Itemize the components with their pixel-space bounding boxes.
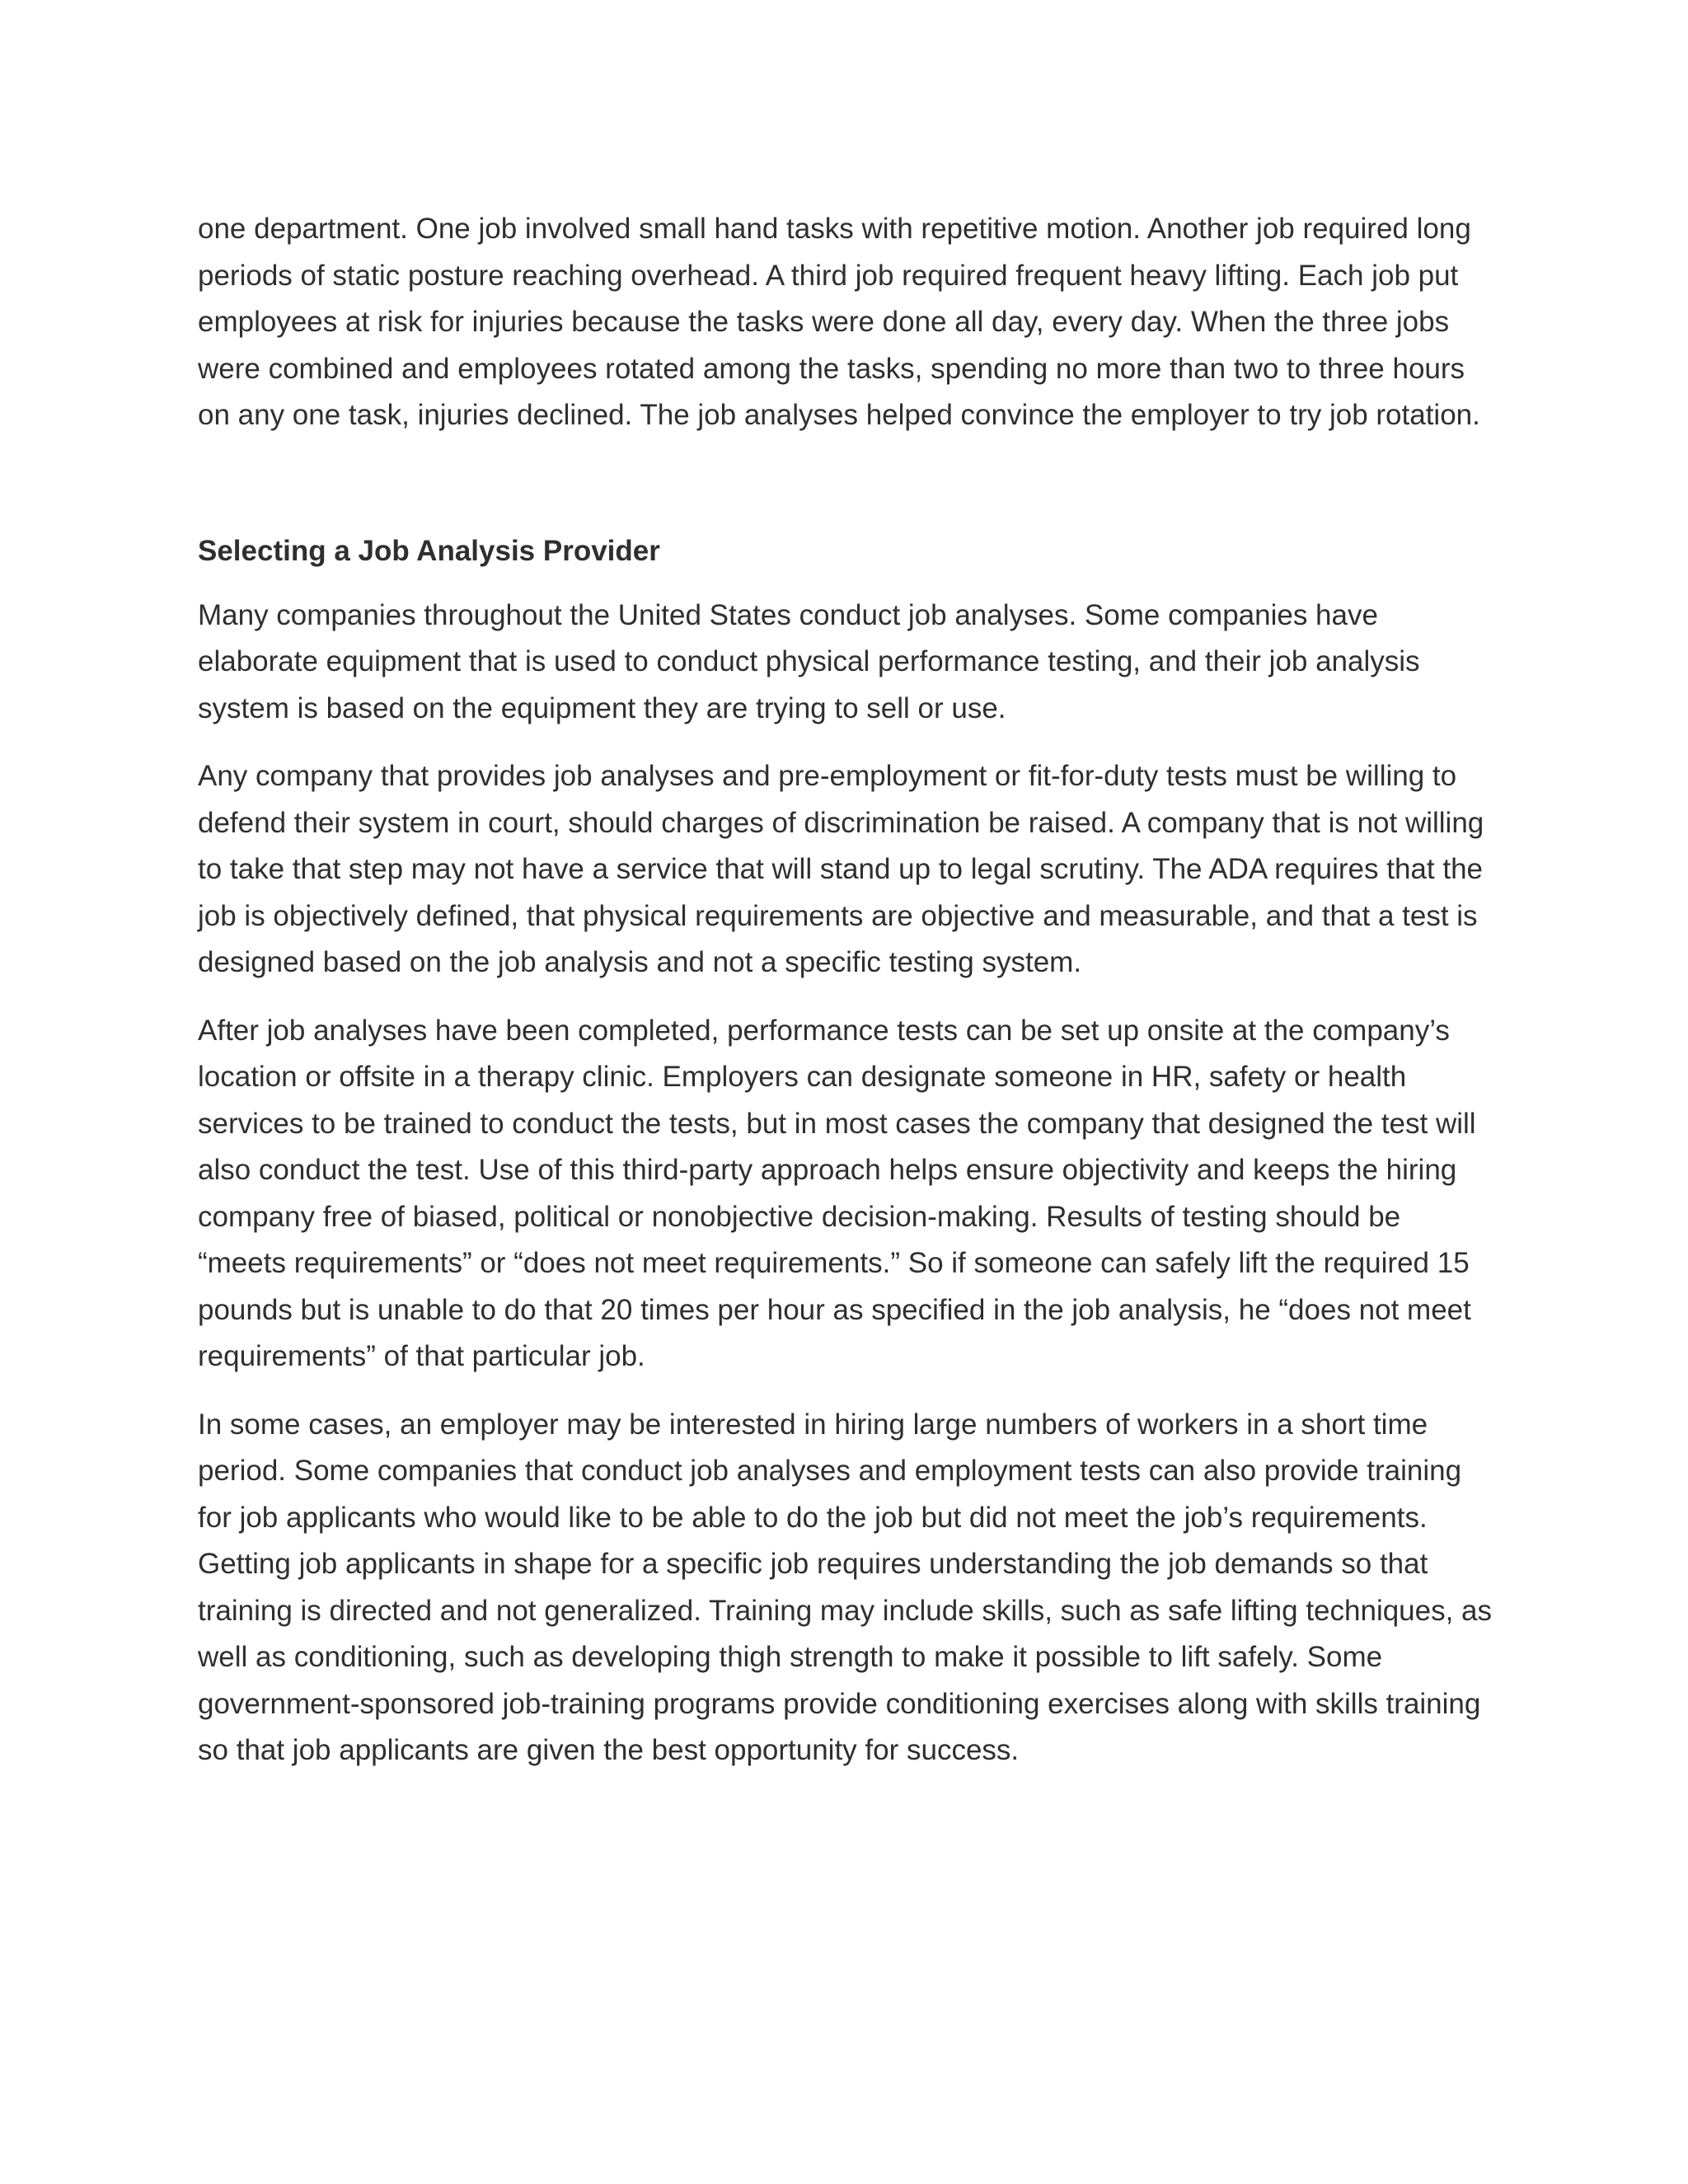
paragraph-training: In some cases, an employer may be interested in hiring large numbers of workers in a short time period. Some companies that conduct job analyses and employment tests can also provide training for job applicants who would like to be able to do the job but did not meet the job’s requirements. Getting job applicants in shape for a specific job requires understanding the job demands so that training is directed and not generalized. Training may include skills, such as safe lifting techniques, as well as conditioning, such as developing thigh strength to make it possible to lift safely. Some government-sponsored job-training programs provide conditioning exercises along with skills training so that job applicants are given the best opportunity for success. bbox=[198, 1408, 1493, 1766]
paragraph-legal-defense: Any company that provides job analyses and pre-employment or fit-for-duty tests must be willing to defend their system in court, should charges of discrimination be raised. A company that is not willing to take that step may not have a service that will stand up to legal scrutiny. The ADA requires that the job is objectively defined, that physical requirements are objective and measurable, and that a test is designed based on the job analysis and not a specific testing system. bbox=[198, 760, 1484, 978]
page-content bbox=[198, 206, 1496, 1796]
paragraph-performance-tests: After job analyses have been completed, performance tests can be set up onsite at the company’s location or offsite in a therapy clinic. Employers can designate someone in HR, safety or health services to be trained to conduct the tests, but in most cases the company that designed the test will also conduct the test. Use of this third-party approach helps ensure objectivity and keeps the hiring company free of biased, political or nonobjective decision-making. Results of testing should be “meets requirements” or “does not meet requirements.” So if someone can safely lift the required 15 pounds but is unable to do that 20 times per hour as specified in the job analysis, he “does not meet requirements” of that particular job. bbox=[198, 1014, 1476, 1372]
paragraph-providers-overview: Many companies throughout the United States conduct job analyses. Some companies have elaborate equipment that is used to conduct physical performance testing, and their job analysis system is based on the equipment they are trying to sell or use. bbox=[198, 598, 1420, 724]
continued-paragraph: one department. One job involved small hand tasks with repetitive motion. Another job required long periods of static posture reaching overhead. A third job required frequent heavy lifting. Each job put employees at risk for injuries because the tasks were done all day, every day. When the three jobs were combined and employees rotated among the tasks, spending no more than two to three hours on any one task, injuries declined. The job analyses helped convince the employer to try job rotation. bbox=[198, 213, 1480, 431]
section-heading: Selecting a Job Analysis Provider bbox=[198, 534, 660, 567]
